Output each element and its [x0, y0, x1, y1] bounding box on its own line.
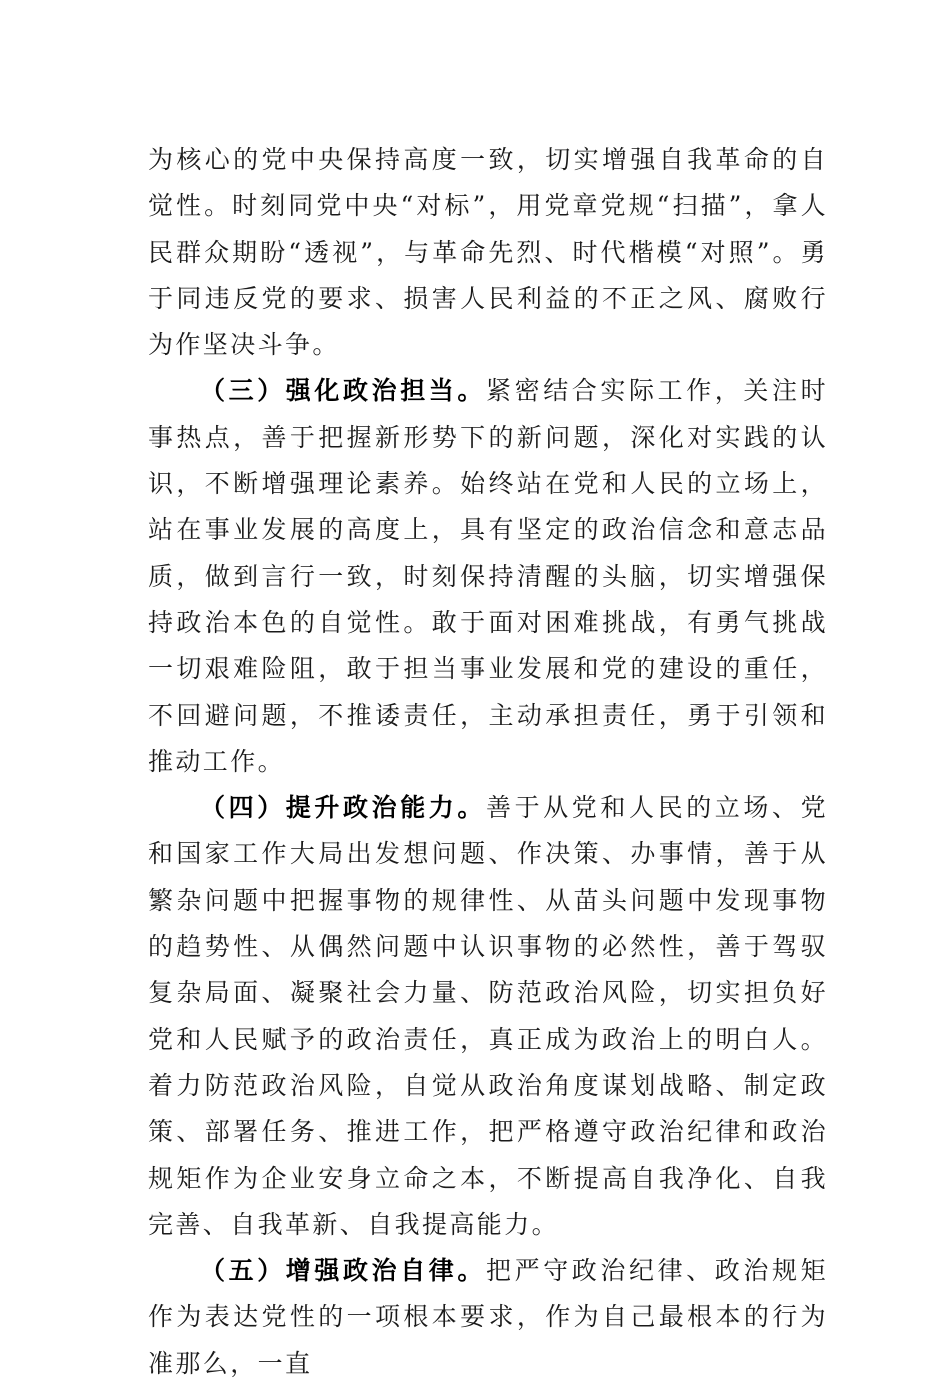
paragraph-section-4: [148, 785, 828, 1248]
paragraph-continued: [148, 137, 828, 368]
paragraph-section-5: [148, 1248, 828, 1387]
paragraph-section-3: [148, 368, 828, 785]
paragraph-text: 紧密结合实际工作，关注时事热点，善于把握新形势下的新问题，深化对实践的认识，不断增强理论素养。始终站在党和人民的立场上，站在事业发展的高度上，具有坚定的政治信念和意志品质，做到言行一致，时刻保持清醒的头脑，切实增强保持政治本色的自觉性。敢于面对困难挑战，有勇气挑战一切艰难险阻，敢于担当事业发展和党的建设的重任，不回避问题，不推诿责任，主动承担责任，勇于引领和推动工作。: [148, 376, 828, 776]
paragraph-text: 为核心的党中央保持高度一致，切实增强自我革命的自觉性。时刻同党中央“对标”，用党章党规“扫描”，拿人民群众期盼“透视”，与革命先烈、时代楷模“对照”。勇于同违反党的要求、损害人民利益的不正之风、腐败行为作坚决斗争。: [148, 145, 828, 360]
paragraph-text: 善于从党和人民的立场、党和国家工作大局出发想问题、作决策、办事情，善于从繁杂问题中把握事物的规律性、从苗头问题中发现事物的趋势性、从偶然问题中认识事物的必然性，善于驾驭复杂局面、凝聚社会力量、防范政治风险，切实担负好党和人民赋予的政治责任，真正成为政治上的明白人。着力防范政治风险，自觉从政治角度谋划战略、制定政策、部署任务、推进工作，把严格遵守政治纪律和政治规矩作为企业安身立命之本，不断提高自我净化、自我完善、自我革新、自我提高能力。: [148, 793, 828, 1239]
document-body: [148, 137, 828, 1387]
section-heading: （三）强化政治担当。: [200, 376, 486, 406]
section-heading: （五）增强政治自律。: [200, 1256, 486, 1286]
section-heading: （四）提升政治能力。: [200, 793, 486, 823]
paragraph-text: 把严守政治纪律、政治规矩作为表达党性的一项根本要求，作为自己最根本的行为准那么，一直: [148, 1256, 828, 1378]
